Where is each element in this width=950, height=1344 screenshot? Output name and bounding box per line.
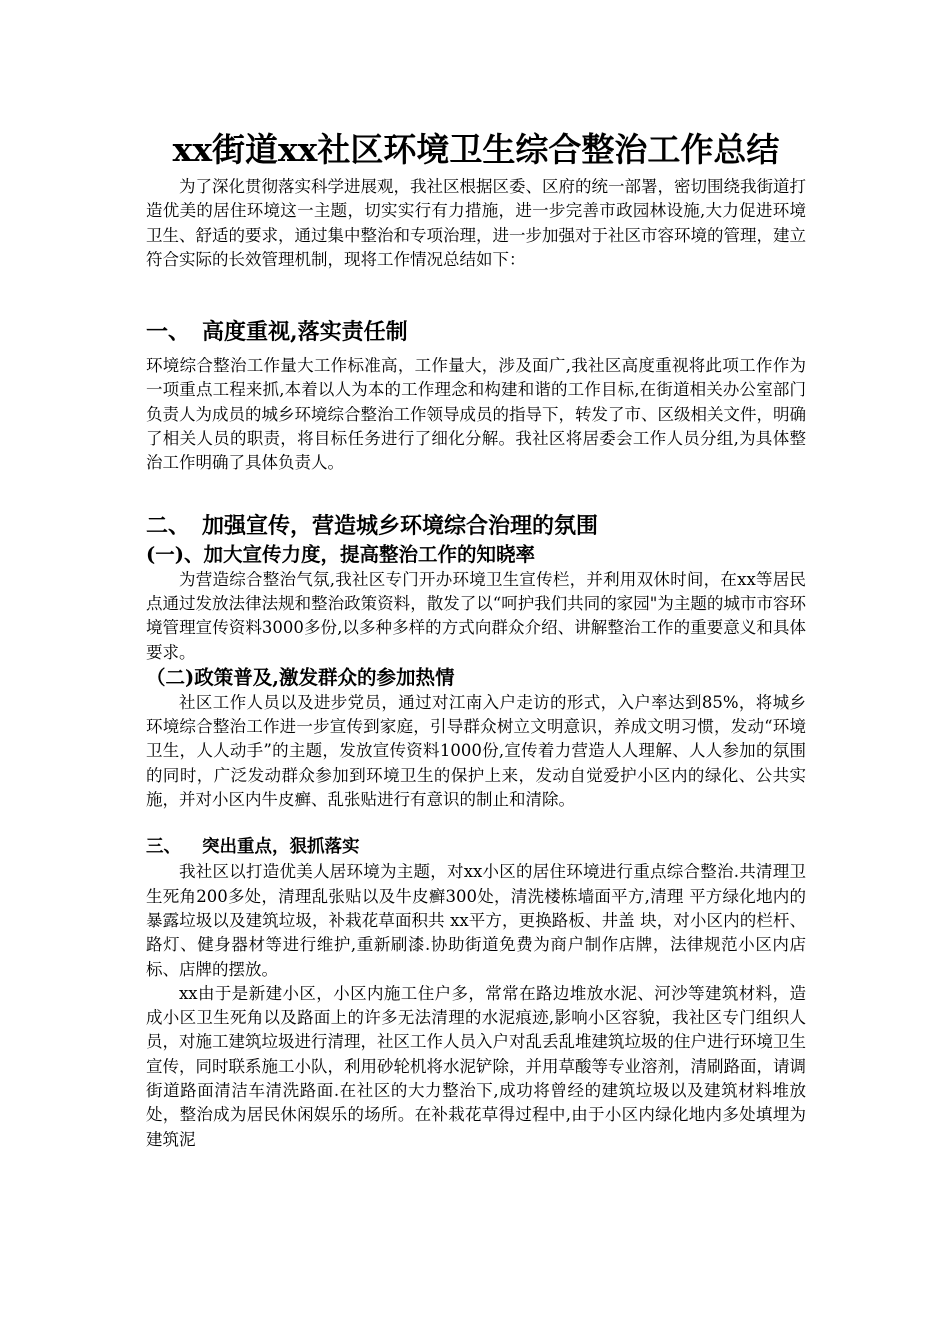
section-3-body-1: 我社区以打造优美人居环境为主题，对xx小区的居住环境进行重点综合整治.共清理卫生死角200多处，清理乱张贴以及牛皮癣300处，清洗楼栋墙面平方,清理 平方绿化地内的暴露垃圾以及建筑垃圾，补栽花草面积共 xx平方，更换路板、井盖 块，对小区内的栏杆、路灯、健身器材等进行维护,重新刷漆.协助街道免费为商户制作店牌，法律规范小区内店标、店牌的摆放。 xyxy=(146,862,806,979)
document-title: xx街道xx社区环境卫生综合整治工作总结 xyxy=(172,130,780,169)
spacer xyxy=(146,272,806,316)
section-1-heading xyxy=(146,316,806,348)
section-2-title: 加强宣传，营造城乡环境综合治理的氛围 xyxy=(202,512,599,539)
document-page xyxy=(146,125,806,1152)
section-2-sub-1-body: 为营造综合整治气氛,我社区专门开办环境卫生宣传栏，并利用双休时间，在xx等居民点通过发放法律法规和整治政策资料，散发了以“呵护我们共同的家园"为主题的城市市容环境管理宣传资料3000多份,以多种多样的方式向群众介绍、讲解整治工作的重要意义和具体要求。 xyxy=(146,569,806,662)
section-3-heading xyxy=(146,834,806,860)
section-2-sub-2-body: 社区工作人员以及进步党员，通过对江南入户走访的形式，入户率达到85%，将城乡环境综合整治工作进一步宣传到家庭，引导群众树立文明意识，养成文明习惯，发动“环境卫生，人人动手”的主题，发放宣传资料1000份,宣传着力营造人人理解、人人参加的氛围的同时，广泛发动群众参加到环境卫生的保护上来，发动自觉爱护小区内的绿化、公共实施，并对小区内牛皮癣、乱张贴进行有意识的制止和清除。 xyxy=(146,692,806,810)
section-1-number: 一、 xyxy=(146,319,191,346)
section-2-sub-2-heading: （二)政策普及,激发群众的参加热情 xyxy=(146,665,455,689)
spacer xyxy=(146,476,806,510)
section-2-sub-1-heading: (一)、加大宣传力度，提高整治工作的知晓率 xyxy=(146,542,535,566)
section-3-body-2: xx由于是新建小区，小区内施工住户多，常常在路边堆放水泥、河沙等建筑材料，造成小区卫生死角以及路面上的许多无法清理的水泥痕迹,影响小区容貌，我社区专门组织人员，对施工建筑垃圾进行清理，社区工作人员入户对乱丢乱堆建筑垃圾的住户进行环境卫生宣传，同时联系施工小队，利用砂轮机将水泥铲除，并用草酸等专业溶剂，清刷路面，请调街道路面清洁车清洗路面.在社区的大力整治下,成功将曾经的建筑垃圾以及建筑材料堆放处，整治成为居民休闲娱乐的场所。在补栽花草得过程中,由于小区内绿化地内多处填埋为建筑泥 xyxy=(146,983,806,1149)
spacer xyxy=(146,812,806,834)
section-1-title: 高度重视,落实责任制 xyxy=(202,319,408,346)
section-3-number: 三、 xyxy=(146,837,181,858)
section-1-body: 环境综合整治工作量大工作标准高，工作量大，涉及面广,我社区高度重视将此项工作作为一项重点工程来抓,本着以人为本的工作理念和构建和谐的工作目标,在街道相关办公室部门负责人为成员的城乡环境综合整治工作领导成员的指导下，转发了市、区级相关文件，明确了相关人员的职责，将目标任务进行了细化分解。我社区将居委会工作人员分组,为具体整治工作明确了具体负责人。 xyxy=(146,356,806,473)
intro-paragraph: 为了深化贯彻落实科学进展观，我社区根据区委、区府的统一部署，密切围绕我街道打造优美的居住环境这一主题，切实实行有力措施，进一步完善市政园林设施,大力促进环境卫生、舒适的要求，通过集中整治和专项治理，进一步加强对于社区市容环境的管理，建立符合实际的长效管理机制，现将工作情况总结如下： xyxy=(146,177,806,269)
section-2-number: 二、 xyxy=(146,512,191,539)
section-3-title: 突出重点，狠抓落实 xyxy=(202,837,360,858)
section-2-heading xyxy=(146,510,806,542)
